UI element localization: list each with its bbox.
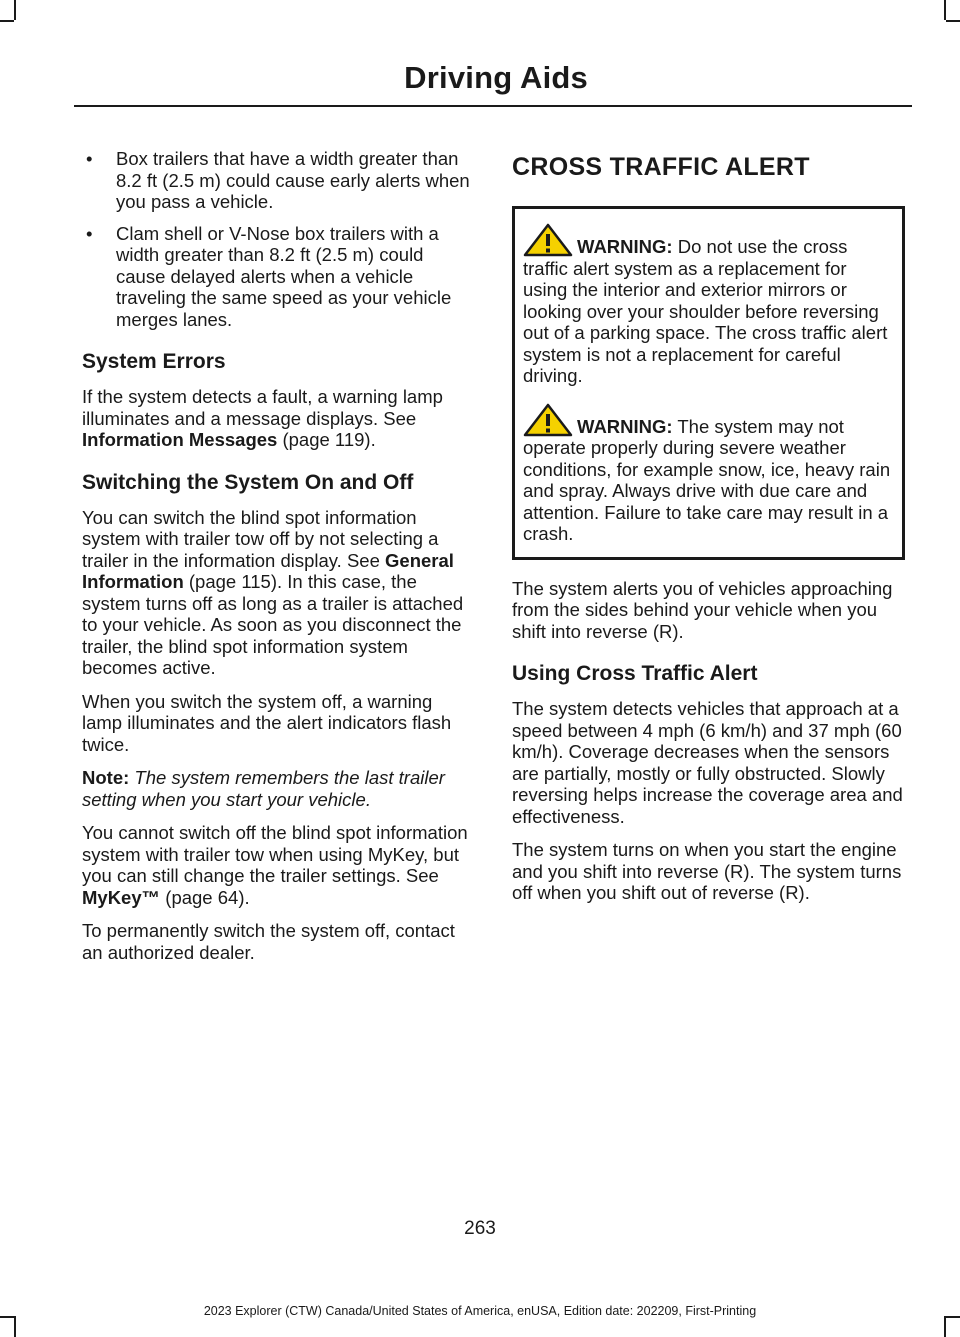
information-messages-link[interactable]: Information Messages bbox=[82, 429, 278, 450]
switching-heading: Switching the System On and Off bbox=[82, 470, 414, 494]
mykey-link[interactable]: MyKey™ bbox=[82, 886, 161, 908]
list-item: • Box trailers that have a width greater than 8.2 ft (2.5 m) could cause early alerts when you pass a vehicle. bbox=[86, 148, 470, 212]
crop-mark bbox=[946, 20, 960, 22]
dealer-paragraph: To permanently switch the system off, contact an authorized dealer. bbox=[82, 920, 455, 963]
mykey-paragraph: You cannot switch off the blind spot information system with trailer tow when using MyKey, but you can still change the trailer settings. See MyKey™ (page 64). bbox=[82, 822, 468, 908]
crop-mark bbox=[944, 0, 946, 20]
using-cta-heading: Using Cross Traffic Alert bbox=[512, 662, 758, 685]
crop-mark bbox=[0, 20, 14, 22]
note-paragraph: Note: The system remembers the last trailer setting when you start your vehicle. bbox=[82, 767, 445, 810]
warning-box bbox=[512, 206, 905, 560]
crop-mark bbox=[14, 1316, 16, 1337]
crop-mark bbox=[14, 0, 16, 20]
system-errors-heading: System Errors bbox=[82, 350, 226, 373]
detection-paragraph: The system detects vehicles that approach at a speed between 4 mph (6 km/h) and 37 mph (60 km/h). Coverage decreases when the sensors are partially, mostly or fully obstructed. Slowly reversing helps increase the coverage area and effectiveness. bbox=[512, 698, 903, 827]
crop-mark bbox=[944, 1316, 946, 1337]
warning-triangle-icon bbox=[523, 223, 573, 257]
trailer-bullet-list bbox=[82, 148, 475, 330]
page-title: Driving Aids bbox=[404, 60, 588, 95]
list-item: • Clam shell or V-Nose box trailers with a width greater than 8.2 ft (2.5 m) could cause delayed alerts when a vehicle traveling the same speed as your vehicle merges lanes. bbox=[86, 222, 452, 330]
switching-paragraph: You can switch the blind spot information system with trailer tow off by not selecting a trailer in the information display. See General Information (page 115). In this case, the system turns off as long as a trailer is attached to your vehicle. As soon as you disconnect the trailer, the blind spot information system becomes active. bbox=[82, 506, 464, 678]
system-errors-paragraph: If the system detects a fault, a warning lamp illuminates and a message displays. See Information Messages (page 119). bbox=[82, 386, 443, 450]
header-divider bbox=[74, 105, 912, 107]
warning-paragraph: WARNING: The system may not operate properly during severe weather conditions, for example snow, ice, heavy rain and spray. Always drive with due care and attention. Failure to take care may result in a crash. bbox=[523, 403, 894, 545]
general-information-link[interactable]: General Information bbox=[82, 549, 454, 592]
edition-footer: 2023 Explorer (CTW) Canada/United States of America, enUSA, Edition date: 202209, First-Printing bbox=[203, 1304, 757, 1318]
page-number: 263 bbox=[464, 1218, 496, 1239]
cross-traffic-alert-heading: CROSS TRAFFIC ALERT bbox=[512, 153, 810, 181]
activation-paragraph: The system turns on when you start the engine and you shift into reverse (R). The system turns off when you shift out of reverse (R). bbox=[512, 839, 902, 903]
right-column bbox=[512, 148, 905, 916]
intro-paragraph: The system alerts you of vehicles approaching from the sides behind your vehicle when you shift into reverse (R). bbox=[512, 577, 893, 642]
warning-triangle-icon bbox=[523, 403, 573, 437]
left-column bbox=[82, 148, 475, 975]
switch-off-paragraph: When you switch the system off, a warning lamp illuminates and the alert indicators flash twice. bbox=[82, 690, 452, 755]
warning-paragraph: WARNING: Do not use the cross traffic alert system as a replacement for using the interior and exterior mirrors or looking over your shoulder before reversing out of a parking space. The cross traffic alert system is not a replacement for careful driving. bbox=[523, 223, 894, 387]
note-label: Note: bbox=[82, 767, 130, 788]
